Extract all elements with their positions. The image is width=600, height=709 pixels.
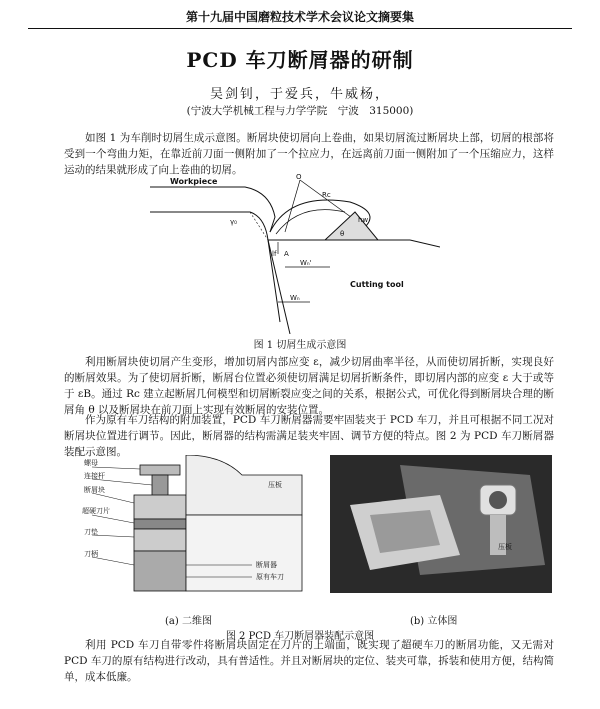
label-chip-breaker: 断屑器	[256, 561, 277, 569]
figure-1-caption: 图 1 切屑生成示意图	[253, 340, 347, 351]
figure-2-caption: 图 2 PCD 车刀断屑器装配示意图	[225, 631, 375, 642]
label-o: O	[296, 173, 302, 181]
radius-line-2	[285, 180, 300, 232]
label-insert: 超硬刀片	[82, 507, 110, 515]
label-wn2: Wₙ	[290, 294, 300, 302]
paragraph-2: 利用断屑块使切屑产生变形，增加切屑内部应变 ε，减少切屑曲率半径，从而使切屑折断，实现良好的断屑效果。为了使切屑折断，断屑台位置必须使切屑满足切屑折断条件，即切屑内部的应变 ε 大于或等于 εB。通过 Rc 建立起断屑几何模型和切屑断裂应变之间的关系，根据公式，可优化得到断屑块合理的断屑角 θ 以及断屑块在前刀面上实现有效断屑的安装位置。	[64, 356, 554, 416]
label-workpiece: Workpiece	[170, 177, 218, 186]
label-original-tool: 原有车刀	[256, 573, 284, 581]
cutting-tool-right	[410, 240, 440, 247]
label-nut: 螺母	[84, 459, 98, 467]
paper-title: PCD 车刀断屑器的研制	[186, 48, 414, 72]
label-a: A	[284, 250, 289, 258]
label-shim: 刀垫	[84, 528, 98, 536]
label-lf: lf	[272, 250, 277, 258]
figure-2a-caption: (a) 二维图	[165, 616, 212, 627]
radius-line	[300, 180, 355, 220]
label-wn1: Wₙ'	[300, 259, 312, 267]
paragraph-1: 如图 1 为车削时切屑生成示意图。断屑块使切屑向上卷曲，如果切屑流过断屑块上部，切屑的根部将受到一个弯曲力矩，在靠近前刀面一侧附加了一个拉应力，在远离前刀面一侧附加了一个压缩应力，这样运动的结果就形成了向上卷曲的切屑。	[64, 132, 554, 176]
figure-2a-2d-drawing	[82, 455, 314, 595]
figure-2b-caption: (b) 立体图	[410, 616, 458, 627]
label-chip-block: 断屑块	[84, 486, 105, 494]
gamma-line	[250, 212, 268, 240]
label-hw: hw	[358, 216, 369, 224]
label-theta: θ	[340, 230, 345, 238]
label-cutting-tool: Cutting tool	[350, 280, 404, 289]
authors: 吴剑钊，于爱兵，牛威杨，	[209, 87, 390, 102]
label-clamp-3d: 压板	[498, 543, 512, 551]
figure-1-chip-formation-diagram	[150, 172, 440, 334]
label-shank: 刀柄	[84, 550, 98, 558]
label-gamma: γ₀	[230, 218, 237, 226]
label-connecting-rod: 连接杆	[84, 472, 105, 480]
paragraph-4: 利用 PCD 车刀自带零件将断屑块固定在刀片的上端面，既实现了超硬车刀的断屑功能，又无需对 PCD 车刀的原有结构进行改动，具有普适性。并且对断屑块的定位、装夹可靠，拆装和使用方便，结构简单，成本低廉。	[64, 639, 554, 683]
affiliation: (宁波大学机械工程与力学学院 宁波 315000)	[186, 105, 414, 117]
running-header: 第十九届中国磨粒技术学术会议论文摘要集	[28, 6, 572, 29]
paragraph-3: 作为原有车刀结构的附加装置，PCD 车刀断屑器需要牢固装夹于 PCD 车刀，并且可根据不同工况对断屑块位置进行调节。因此，断屑器的结构需满足装夹牢固、调节方便的特点。图 2 为 PCD 车刀断屑器装配示意图。	[64, 414, 554, 458]
figure-2b-3d-view	[330, 455, 552, 593]
workpiece-bottom	[150, 212, 280, 322]
label-rc: Rc	[322, 191, 331, 199]
label-clamp: 压板	[268, 481, 282, 489]
workpiece-outline	[150, 187, 275, 232]
